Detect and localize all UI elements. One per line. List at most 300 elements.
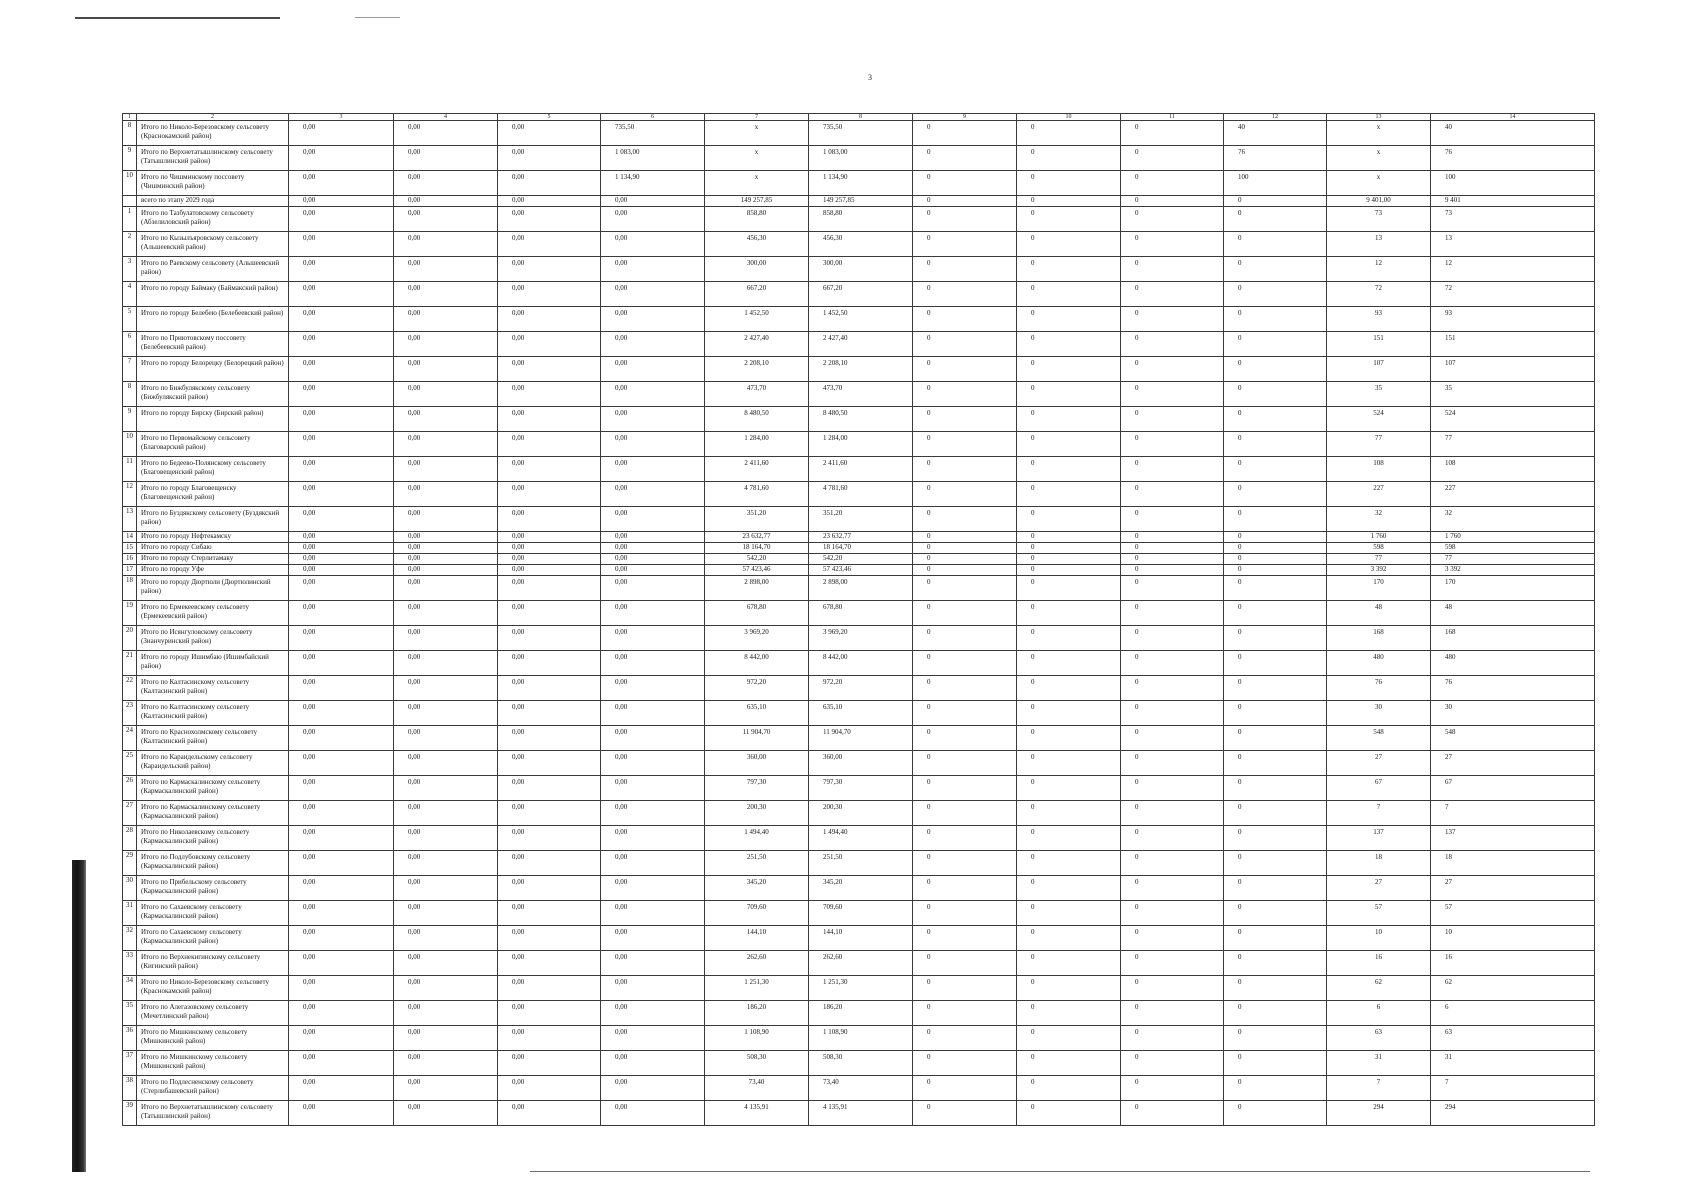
table-cell: 0,00 <box>601 457 705 482</box>
table-cell: 0 <box>1017 543 1121 554</box>
table-row <box>123 407 1595 432</box>
table-cell: 0,00 <box>289 121 394 146</box>
table-cell: 0,00 <box>394 432 498 457</box>
table-cell: x <box>705 146 809 171</box>
table-cell: 76 <box>1431 146 1595 171</box>
row-name: Итого по городу Нефтекамску <box>137 532 289 543</box>
table-cell: 7 <box>1327 1076 1431 1101</box>
table-cell: 27 <box>1327 751 1431 776</box>
table-cell: 0 <box>913 651 1017 676</box>
table-cell: 0,00 <box>601 282 705 307</box>
table-cell: 0,00 <box>498 543 601 554</box>
table-cell: 0 <box>913 1001 1017 1026</box>
table-cell: 0,00 <box>498 207 601 232</box>
table-cell: x <box>705 171 809 196</box>
table-cell: 0 <box>1121 726 1224 751</box>
row-index: 20 <box>123 626 137 651</box>
table-cell: 0 <box>1121 482 1224 507</box>
row-name: всего по этапу 2029 года <box>137 196 289 207</box>
table-cell: 0 <box>1224 976 1327 1001</box>
table-cell: 0 <box>1121 382 1224 407</box>
table-cell: 0,00 <box>394 1101 498 1126</box>
row-index: 25 <box>123 751 137 776</box>
table-cell: 18 <box>1327 851 1431 876</box>
table-cell: 57 423,46 <box>809 565 913 576</box>
table-cell: 0,00 <box>394 901 498 926</box>
table-cell: 0,00 <box>394 196 498 207</box>
table-cell: 0,00 <box>601 357 705 382</box>
row-name: Итого по Калтасинскому сельсовету (Калтасинский район) <box>137 701 289 726</box>
table-cell: 0,00 <box>601 1076 705 1101</box>
table-row <box>123 801 1595 826</box>
table-cell: 0,00 <box>498 1026 601 1051</box>
table-cell: 0,00 <box>498 282 601 307</box>
table-cell: 0 <box>1121 951 1224 976</box>
table-cell: 0 <box>1017 232 1121 257</box>
table-cell: 1 251,30 <box>809 976 913 1001</box>
table-cell: 0 <box>913 901 1017 926</box>
table-cell: 0 <box>1121 282 1224 307</box>
table-cell: 0 <box>1121 701 1224 726</box>
table-cell: 0 <box>1224 801 1327 826</box>
row-index: 34 <box>123 976 137 1001</box>
table-cell: 0,00 <box>601 826 705 851</box>
table-cell: 1 452,50 <box>705 307 809 332</box>
table-cell: 0 <box>1224 1101 1327 1126</box>
table-row <box>123 701 1595 726</box>
table-cell: 858,80 <box>705 207 809 232</box>
table-cell: 251,50 <box>705 851 809 876</box>
table-cell: 0,00 <box>394 407 498 432</box>
table-cell: 345,20 <box>809 876 913 901</box>
table-cell: 63 <box>1327 1026 1431 1051</box>
table-cell: 635,10 <box>809 701 913 726</box>
table-cell: 0,00 <box>601 626 705 651</box>
table-cell: 0 <box>1121 507 1224 532</box>
row-index: 33 <box>123 951 137 976</box>
table-cell: 0,00 <box>601 1051 705 1076</box>
table-cell: x <box>1327 121 1431 146</box>
row-index: 38 <box>123 1076 137 1101</box>
table-cell: 0,00 <box>601 851 705 876</box>
row-index: 9 <box>123 146 137 171</box>
table-row <box>123 826 1595 851</box>
table-cell: 0 <box>1121 171 1224 196</box>
table-cell: 0 <box>1121 876 1224 901</box>
table-cell: 0 <box>1017 146 1121 171</box>
table-cell: 0 <box>1017 482 1121 507</box>
table-cell: 0,00 <box>394 751 498 776</box>
table-cell: 1 494,40 <box>705 826 809 851</box>
table-cell: x <box>1327 171 1431 196</box>
table-cell: 0,00 <box>394 676 498 701</box>
table-cell: 168 <box>1431 626 1595 651</box>
table-cell: 0,00 <box>394 1076 498 1101</box>
table-cell: 0 <box>1224 1051 1327 1076</box>
table-row <box>123 232 1595 257</box>
table-cell: 0,00 <box>498 576 601 601</box>
header-cell: 6 <box>601 114 705 121</box>
header-cell: 12 <box>1224 114 1327 121</box>
table-cell: 0 <box>1224 926 1327 951</box>
table-cell: 0,00 <box>498 565 601 576</box>
row-name: Итого по Верхнетатышлинскому сельсовету (Татышлинский район) <box>137 146 289 171</box>
table-cell: 0,00 <box>498 482 601 507</box>
table-cell: 0 <box>1121 1026 1224 1051</box>
table-cell: 0,00 <box>289 407 394 432</box>
table-cell: 0,00 <box>289 751 394 776</box>
table-cell: 0,00 <box>394 121 498 146</box>
table-cell: 0 <box>913 232 1017 257</box>
table-cell: 0,00 <box>289 543 394 554</box>
table-cell: 0 <box>913 532 1017 543</box>
table-cell: 2 898,00 <box>705 576 809 601</box>
table-cell: 0 <box>1121 407 1224 432</box>
table-cell: 0 <box>1224 776 1327 801</box>
table-cell: 0,00 <box>394 651 498 676</box>
row-index: 27 <box>123 801 137 826</box>
table-cell: 0 <box>913 382 1017 407</box>
table-cell: 107 <box>1327 357 1431 382</box>
table-cell: 0 <box>1224 232 1327 257</box>
table-cell: 0,00 <box>601 576 705 601</box>
table-cell: 300,00 <box>809 257 913 282</box>
table-cell: 0,00 <box>394 357 498 382</box>
table-row <box>123 751 1595 776</box>
table-row <box>123 951 1595 976</box>
table-cell: 0 <box>913 1051 1017 1076</box>
row-index: 9 <box>123 407 137 432</box>
table-row <box>123 876 1595 901</box>
table-cell: 0 <box>1224 851 1327 876</box>
table-cell: 0 <box>1017 407 1121 432</box>
table-cell: 0 <box>1224 626 1327 651</box>
table-cell: 0,00 <box>289 171 394 196</box>
table-cell: 0 <box>1017 282 1121 307</box>
table-cell: 10 <box>1327 926 1431 951</box>
row-name: Итого по Караидельскому сельсовету (Караидельский район) <box>137 751 289 776</box>
table-cell: 0 <box>1017 576 1121 601</box>
table-cell: 0,00 <box>601 432 705 457</box>
table-cell: 67 <box>1431 776 1595 801</box>
row-index: 15 <box>123 543 137 554</box>
table-cell: 4 781,60 <box>809 482 913 507</box>
table-cell: 0 <box>913 801 1017 826</box>
table-cell: 0,00 <box>601 207 705 232</box>
row-index: 8 <box>123 121 137 146</box>
table-cell: 0 <box>1017 676 1121 701</box>
table-cell: 0,00 <box>289 1051 394 1076</box>
table-cell: 735,50 <box>601 121 705 146</box>
table-cell: 0 <box>1121 332 1224 357</box>
table-cell: 73 <box>1327 207 1431 232</box>
row-index: 32 <box>123 926 137 951</box>
row-name: Итого по городу Дюртюли (Дюртюлинский район) <box>137 576 289 601</box>
table-cell: 186,20 <box>809 1001 913 1026</box>
table-cell: 137 <box>1327 826 1431 851</box>
table-cell: 6 <box>1327 1001 1431 1026</box>
table-cell: 0 <box>913 146 1017 171</box>
table-cell: 0 <box>1121 121 1224 146</box>
table-cell: 0 <box>1017 457 1121 482</box>
table-cell: 0 <box>913 457 1017 482</box>
table-cell: 8 480,50 <box>809 407 913 432</box>
table-cell: 0,00 <box>289 457 394 482</box>
table-cell: 0,00 <box>394 565 498 576</box>
table-cell: 0 <box>1017 1076 1121 1101</box>
table-cell: 0,00 <box>289 1101 394 1126</box>
table-cell: 0 <box>1224 382 1327 407</box>
table-cell: 0,00 <box>394 532 498 543</box>
table-cell: 0 <box>1224 357 1327 382</box>
table-cell: 0,00 <box>289 257 394 282</box>
table-cell: 0,00 <box>289 382 394 407</box>
table-cell: 0 <box>1121 432 1224 457</box>
row-name: Итого по Ермекеевскому сельсовету (Ермекеевский район) <box>137 601 289 626</box>
table-cell: 0,00 <box>601 407 705 432</box>
table-cell: 73 <box>1431 207 1595 232</box>
row-name: Итого по городу Уфе <box>137 565 289 576</box>
table-cell: 0,00 <box>498 826 601 851</box>
table-cell: 1 284,00 <box>809 432 913 457</box>
table-cell: 1 134,90 <box>601 171 705 196</box>
table-cell: 0 <box>1121 1076 1224 1101</box>
data-table-container <box>122 113 1595 1126</box>
table-cell: 0,00 <box>394 507 498 532</box>
table-cell: 0,00 <box>394 576 498 601</box>
table-cell: 35 <box>1327 382 1431 407</box>
table-cell: 144,10 <box>705 926 809 951</box>
table-cell: 0,00 <box>601 554 705 565</box>
row-name: Итого по городу Ишимбаю (Ишимбайский район) <box>137 651 289 676</box>
table-cell: 0 <box>1224 951 1327 976</box>
table-row <box>123 432 1595 457</box>
table-cell: 0 <box>1017 976 1121 1001</box>
table-cell: 0 <box>1017 121 1121 146</box>
table-cell: 7 <box>1431 801 1595 826</box>
table-cell: 13 <box>1327 232 1431 257</box>
table-cell: 797,30 <box>705 776 809 801</box>
table-cell: 0,00 <box>498 926 601 951</box>
table-cell: 23 632,77 <box>705 532 809 543</box>
table-cell: 667,20 <box>705 282 809 307</box>
table-row <box>123 357 1595 382</box>
table-cell: 0,00 <box>394 776 498 801</box>
table-cell: 62 <box>1327 976 1431 1001</box>
row-index: 37 <box>123 1051 137 1076</box>
row-index: 39 <box>123 1101 137 1126</box>
row-name: Итого по Краснохолмскому сельсовету (Калтасинский район) <box>137 726 289 751</box>
table-cell: 151 <box>1431 332 1595 357</box>
table-cell: 0 <box>1017 332 1121 357</box>
table-cell: 542,20 <box>705 554 809 565</box>
table-cell: 9 401 <box>1431 196 1595 207</box>
table-cell: 0,00 <box>289 432 394 457</box>
row-index: 17 <box>123 565 137 576</box>
table-cell: 0,00 <box>498 726 601 751</box>
table-cell: 0 <box>1224 1001 1327 1026</box>
table-cell: 0 <box>1121 307 1224 332</box>
table-row <box>123 1026 1595 1051</box>
table-cell: 0,00 <box>394 726 498 751</box>
table-row <box>123 457 1595 482</box>
table-cell: 0 <box>1017 776 1121 801</box>
table-cell: 149 257,85 <box>705 196 809 207</box>
table-cell: 16 <box>1431 951 1595 976</box>
header-cell: 11 <box>1121 114 1224 121</box>
table-cell: 0 <box>1121 146 1224 171</box>
table-cell: 0 <box>1017 196 1121 207</box>
table-cell: 0 <box>913 554 1017 565</box>
table-cell: 0 <box>1017 876 1121 901</box>
table-cell: 4 135,91 <box>809 1101 913 1126</box>
table-cell: 0 <box>1121 207 1224 232</box>
table-cell: 0,00 <box>498 357 601 382</box>
table-cell: 48 <box>1431 601 1595 626</box>
table-row <box>123 901 1595 926</box>
table-cell: 0,00 <box>601 482 705 507</box>
table-cell: 0 <box>1224 432 1327 457</box>
table-cell: 0,00 <box>601 976 705 1001</box>
table-cell: 27 <box>1327 876 1431 901</box>
table-cell: 0,00 <box>498 196 601 207</box>
table-cell: 0,00 <box>498 901 601 926</box>
table-cell: 345,20 <box>705 876 809 901</box>
table-row <box>123 507 1595 532</box>
table-cell: 0 <box>913 601 1017 626</box>
table-cell: 1 134,90 <box>809 171 913 196</box>
header-cell: 4 <box>394 114 498 121</box>
table-cell: 0,00 <box>394 307 498 332</box>
table-cell: 0 <box>1121 601 1224 626</box>
table-cell: 0,00 <box>289 532 394 543</box>
table-cell: 0 <box>913 357 1017 382</box>
row-index: 8 <box>123 382 137 407</box>
row-index: 5 <box>123 307 137 332</box>
table-cell: 31 <box>1327 1051 1431 1076</box>
table-cell: 0,00 <box>394 951 498 976</box>
table-cell: 0 <box>1017 826 1121 851</box>
table-cell: 0,00 <box>289 926 394 951</box>
table-cell: 0,00 <box>394 382 498 407</box>
table-cell: 27 <box>1431 751 1595 776</box>
header-cell: 3 <box>289 114 394 121</box>
table-cell: 0,00 <box>601 382 705 407</box>
table-cell: 0 <box>913 976 1017 1001</box>
table-cell: 262,60 <box>705 951 809 976</box>
table-cell: 77 <box>1431 432 1595 457</box>
table-cell: 200,30 <box>809 801 913 826</box>
table-cell: 0 <box>1224 554 1327 565</box>
table-cell: 0 <box>1224 576 1327 601</box>
table-cell: 797,30 <box>809 776 913 801</box>
table-cell: 0,00 <box>601 651 705 676</box>
table-cell: 13 <box>1431 232 1595 257</box>
table-cell: 0 <box>1224 726 1327 751</box>
table-cell: 542,20 <box>809 554 913 565</box>
table-cell: 0,00 <box>601 332 705 357</box>
table-cell: 63 <box>1431 1026 1595 1051</box>
header-cell: 5 <box>498 114 601 121</box>
table-cell: 0 <box>1121 532 1224 543</box>
row-index: 3 <box>123 257 137 282</box>
table-cell: 35 <box>1431 382 1595 407</box>
table-cell: 1 108,90 <box>705 1026 809 1051</box>
header-cell: 10 <box>1017 114 1121 121</box>
table-cell: 0,00 <box>498 851 601 876</box>
table-cell: 0 <box>1224 751 1327 776</box>
table-cell: 144,10 <box>809 926 913 951</box>
table-cell: 0 <box>1224 282 1327 307</box>
table-cell: 0,00 <box>394 1001 498 1026</box>
table-row <box>123 976 1595 1001</box>
row-index: 23 <box>123 701 137 726</box>
table-cell: 0 <box>1017 1101 1121 1126</box>
row-name: Итого по Калтасинскому сельсовету (Калтасинский район) <box>137 676 289 701</box>
table-cell: x <box>705 121 809 146</box>
table-cell: 0,00 <box>498 307 601 332</box>
table-cell: 0 <box>913 282 1017 307</box>
row-name: Итого по Первомайскому сельсовету (Благоварский район) <box>137 432 289 457</box>
table-cell: 0 <box>1017 851 1121 876</box>
table-cell: 0 <box>913 196 1017 207</box>
table-cell: 76 <box>1431 676 1595 701</box>
table-cell: 0,00 <box>601 876 705 901</box>
table-cell: x <box>1327 146 1431 171</box>
table-cell: 0,00 <box>289 651 394 676</box>
table-cell: 48 <box>1327 601 1431 626</box>
table-cell: 0 <box>913 876 1017 901</box>
table-cell: 0,00 <box>289 196 394 207</box>
scan-rule-bottom <box>530 1171 1590 1172</box>
table-cell: 0 <box>1121 776 1224 801</box>
row-name: Итого по городу Бирску (Бирский район) <box>137 407 289 432</box>
scan-rule-top-faint <box>355 17 400 18</box>
table-cell: 27 <box>1431 876 1595 901</box>
table-cell: 972,20 <box>705 676 809 701</box>
row-name: Итого по городу Белебею (Белебеевский район) <box>137 307 289 332</box>
table-cell: 0,00 <box>498 1051 601 1076</box>
table-cell: 168 <box>1327 626 1431 651</box>
table-cell: 2 411,60 <box>809 457 913 482</box>
table-cell: 0,00 <box>498 407 601 432</box>
table-cell: 0,00 <box>394 207 498 232</box>
row-name: Итого по городу Баймаку (Баймакский район) <box>137 282 289 307</box>
table-cell: 0,00 <box>394 482 498 507</box>
table-cell: 0,00 <box>394 826 498 851</box>
table-cell: 0 <box>1017 532 1121 543</box>
table-cell: 0 <box>913 826 1017 851</box>
table-cell: 77 <box>1327 432 1431 457</box>
table-cell: 0,00 <box>394 146 498 171</box>
table-cell: 0,00 <box>498 751 601 776</box>
table-cell: 0 <box>913 257 1017 282</box>
table-cell: 0,00 <box>498 801 601 826</box>
table-cell: 0,00 <box>289 357 394 382</box>
row-index: 28 <box>123 826 137 851</box>
table-cell: 0,00 <box>289 601 394 626</box>
row-index <box>123 196 137 207</box>
row-name: Итого по Приютовскому поссовету (Белебеевский район) <box>137 332 289 357</box>
table-cell: 0,00 <box>289 851 394 876</box>
table-cell: 0 <box>1224 1026 1327 1051</box>
table-cell: 1 108,90 <box>809 1026 913 1051</box>
table-cell: 0 <box>1017 951 1121 976</box>
table-cell: 473,70 <box>705 382 809 407</box>
table-cell: 0,00 <box>394 1026 498 1051</box>
table-cell: 0,00 <box>498 232 601 257</box>
row-index: 29 <box>123 851 137 876</box>
